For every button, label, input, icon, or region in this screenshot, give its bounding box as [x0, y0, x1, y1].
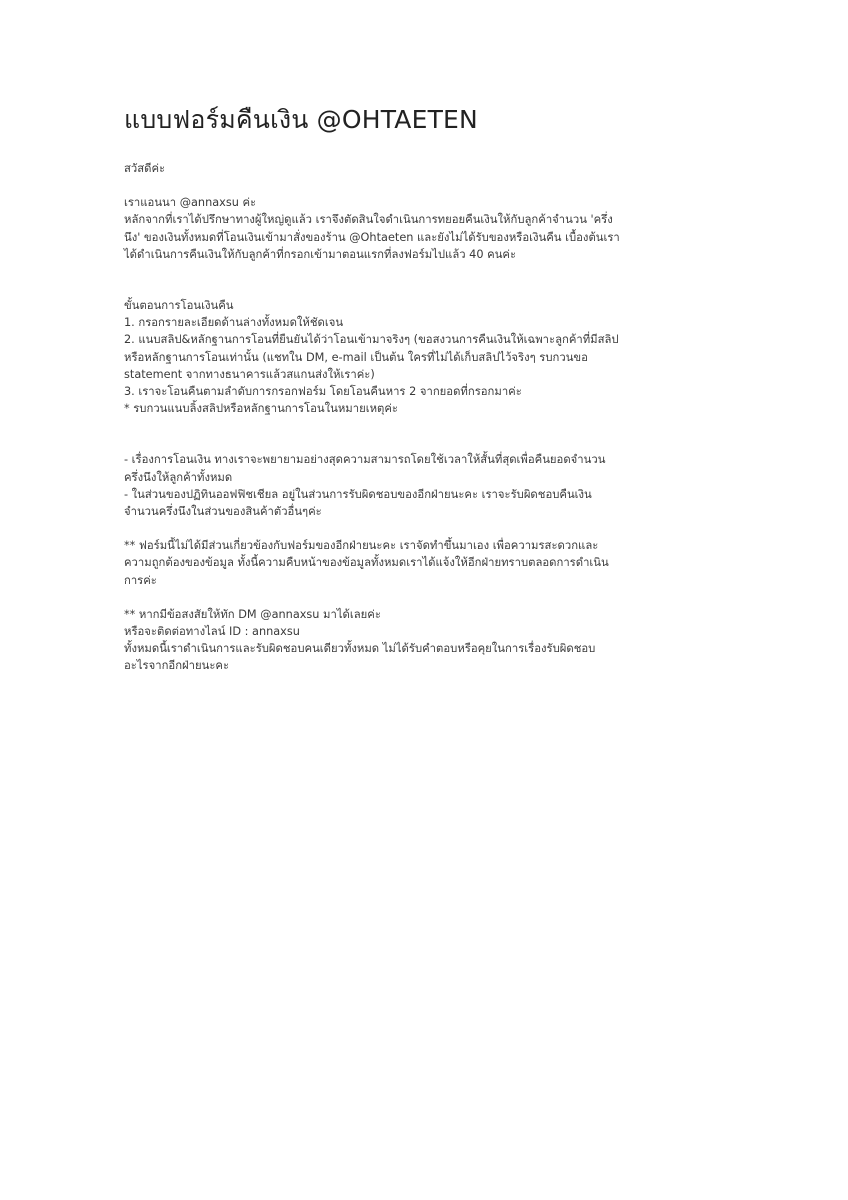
step-line: 2. แนบสลิป&หลักฐานการโอนที่ยืนยันได้ว่าโอนเข้ามาจริงๆ (ขอสงวนการคืนเงินให้เฉพาะลูกค้าที่มีสลิป	[124, 333, 619, 347]
note-line: - ในส่วนของปฏิทินออฟฟิชเชียล อยู่ในส่วนการรับผิดชอบของอีกฝ่ายนะคะ เราจะรับผิดชอบคืนเงิน	[124, 487, 592, 501]
contact-section	[124, 606, 644, 675]
intro-line: นึง' ของเงินทั้งหมดที่โอนเงินเข้ามาสั่งของร้าน @Ohtaeten และยังไม่ได้รับของหรือเงินคืน เบื้องต้นเรา	[124, 230, 620, 244]
contact-line: ทั้งหมดนี้เราดำเนินการและรับผิดชอบคนเดียวทั้งหมด ไม่ได้รับคำตอบหรือคุยในการเรื่องรับผิดชอบ	[124, 642, 596, 656]
page-title: แบบฟอร์มคืนเงิน @OHTAETEN	[124, 105, 478, 134]
disclaimer-line: การค่ะ	[124, 573, 157, 587]
note-line: - เรื่องการโอนเงิน ทางเราจะพยายามอย่างสุดความสามารถโดยใช้เวลาให้สั้นที่สุดเพื่อคืนยอดจำนวน	[124, 453, 606, 467]
contact-line: หรือจะติดต่อทางไลน์ ID : annaxsu	[124, 625, 300, 639]
note-line: ครึ่งนึงให้ลูกค้าทั้งหมด	[124, 470, 233, 484]
contact-line: อะไรจากอีกฝ่ายนะคะ	[124, 659, 230, 673]
intro-line: ได้ดำเนินการคืนเงินให้กับลูกค้าที่กรอกเข้ามาตอนแรกที่ลงฟอร์มไปแล้ว 40 คนค่ะ	[124, 247, 517, 261]
contact-line: ** หากมีข้อสงสัยให้ทัก DM @annaxsu มาได้เลยค่ะ	[124, 607, 381, 621]
step-note: * รบกวนแนบลิ้งสลิปหรือหลักฐานการโอนในหมายเหตุค่ะ	[124, 402, 398, 416]
step-line: 1. กรอกรายละเอียดด้านล่างทั้งหมดให้ชัดเจน	[124, 316, 344, 330]
step-line: 3. เราจะโอนคืนตามลำดับการกรอกฟอร์ม โดยโอนคืนหาร 2 จากยอดที่กรอกมาค่ะ	[124, 385, 522, 399]
step-line: statement จากทางธนาคารแล้วสแกนส่งให้เราค่ะ)	[124, 367, 375, 381]
disclaimer-section	[124, 537, 644, 589]
greeting-text: สวัสดีค่ะ	[124, 162, 166, 175]
disclaimer-line: ความถูกต้องของข้อมูล ทั้งนี้ความคืบหน้าของข้อมูลทั้งหมดเราได้แจ้งให้อีกฝ่ายทราบตลอดการดำเนิน	[124, 556, 609, 570]
steps-heading: ขั้นตอนการโอนเงินคืน	[124, 299, 234, 313]
step-line: หรือหลักฐานการโอนเท่านั้น (แชทใน DM, e-mail เป็นต้น ใครที่ไม่ได้เก็บสลิปไว้จริงๆ รบกวนขอ	[124, 350, 588, 364]
intro-line: หลักจากที่เราได้ปรึกษาทางผู้ใหญ่ดูแล้ว เราจึงตัดสินใจดำเนินการทยอยคืนเงินให้กับลูกค้าจำนวน 'ครึ่ง	[124, 213, 613, 227]
steps-section	[124, 297, 644, 417]
disclaimer-line: ** ฟอร์มนี้ไม่ได้มีส่วนเกี่ยวข้องกับฟอร์มของอีกฝ่ายนะคะ เราจัดทำขึ้นมาเอง เพื่อความรสะดวกและ	[124, 539, 599, 553]
note-line: จำนวนครึ่งนึงในส่วนของสินค้าตัวอื่นๆค่ะ	[124, 505, 322, 519]
intro-paragraph	[124, 194, 644, 263]
document-content	[124, 104, 644, 675]
notes-section	[124, 451, 644, 520]
intro-line: เราแอนนา @annaxsu ค่ะ	[124, 196, 257, 210]
